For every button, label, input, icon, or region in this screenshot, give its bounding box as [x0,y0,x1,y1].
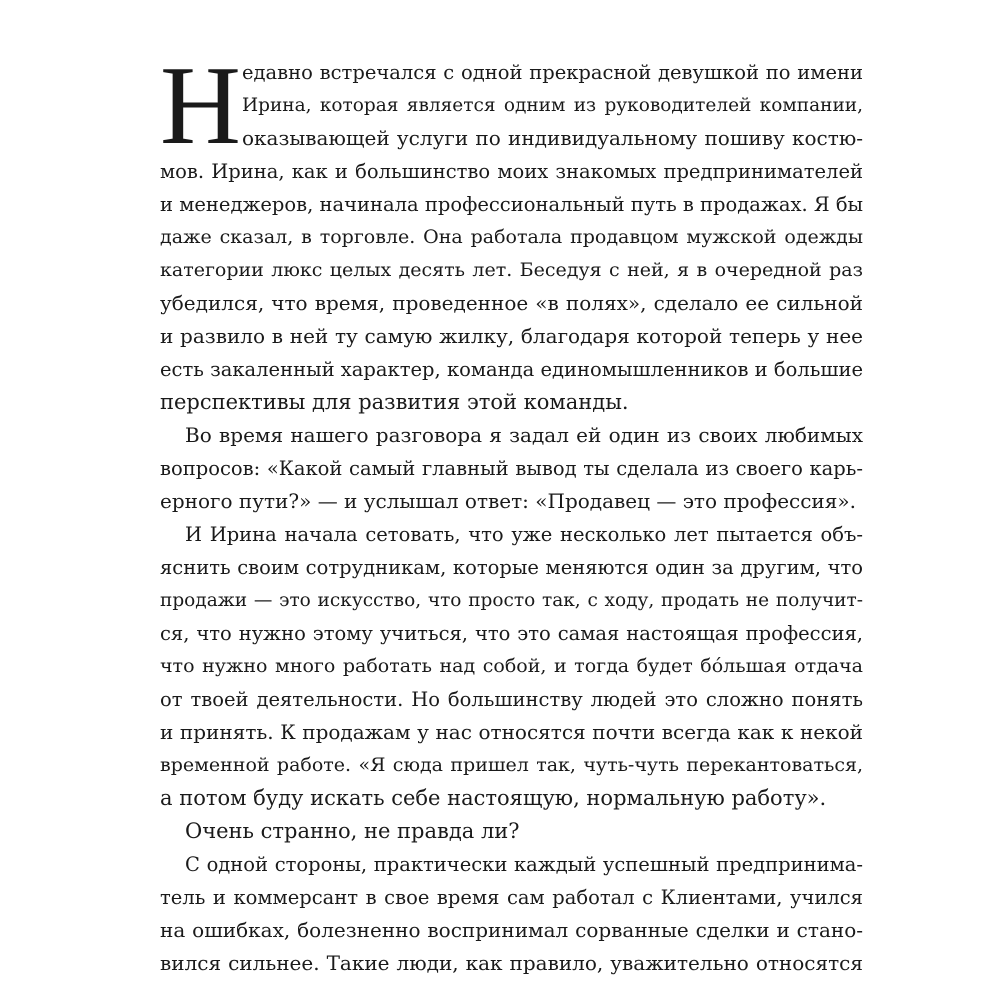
text-line: вился сильнее. Такие люди, как правило, уважительно относятся [160,951,863,975]
text-line: на ошибках, болезненно воспринимал сорванные сделки и стано- [160,918,863,942]
text-line: Ирина, которая является одним из руководителей компании, [242,95,863,116]
text-line: продажи — это искусство, что просто так, с ходу, продать не получит- [160,590,863,611]
body-text [160,155,863,980]
text-line: что нужно много работать над собой, и тогда будет бо́льшая отдача [160,655,863,677]
text-line: едавно встречался с одной прекрасной девушкой по имени [242,61,863,84]
text-line: перспективы для развития этой команды. [160,390,629,414]
text-line: временной работе. «Я сюда пришел так, чуть-чуть перекантоваться, [160,754,863,776]
text-line: Очень странно, не правда ли? [185,819,520,843]
text-line: и принять. К продажам у нас относятся почти всегда как к некой [160,720,863,744]
text-line: тель и коммерсант в свое время сам работал с Клиентами, учился [160,886,863,909]
text-line: ся, что нужно этому учиться, что это самая настоящая профессия, [160,622,863,645]
text-line: даже сказал, в торговле. Она работала продавцом мужской одежды [160,226,863,248]
book-page [160,44,863,980]
text-line: С одной стороны, практически каждый успешный предпринима- [185,853,863,876]
text-line: И Ирина начала сетовать, что уже несколько лет пытается объ- [185,523,863,546]
drop-cap-lines [160,44,863,168]
text-line: и менеджеров, начинала профессиональный путь в продажах. Я бы [160,193,863,216]
text-line: убедился, что время, проведенное «в полях», сделало ее сильной [160,291,863,315]
text-line: оказывающей услуги по индивидуальному пошиву костю- [242,126,863,150]
text-line: а потом буду искать себе настоящую, нормальную работу». [160,786,827,810]
opening-paragraph [160,44,863,168]
text-line: категории люкс целых десять лет. Беседуя с ней, я в очередной раз [160,259,863,281]
text-line: вопросов: «Какой самый главный вывод ты сделала из своего карь- [160,457,863,480]
text-line: яснить своим сотрудникам, которые меняются один за другим, что [160,556,863,579]
text-line: от твоей деятельности. Но большинству людей это сложно понять [160,688,863,711]
text-line: есть закаленный характер, команда единомышленников и большие [160,358,863,381]
text-line: Во время нашего разговора я задал ей один из своих любимых [185,423,863,447]
drop-cap-letter: Н [160,44,241,168]
text-line: мов. Ирина, как и большинство моих знакомых предпринимателей [160,160,863,183]
text-line: ерного пути?» — и услышал ответ: «Продавец — это профессия». [160,489,856,513]
text-line: и развило в ней ту самую жилку, благодаря которой теперь у нее [160,324,863,348]
